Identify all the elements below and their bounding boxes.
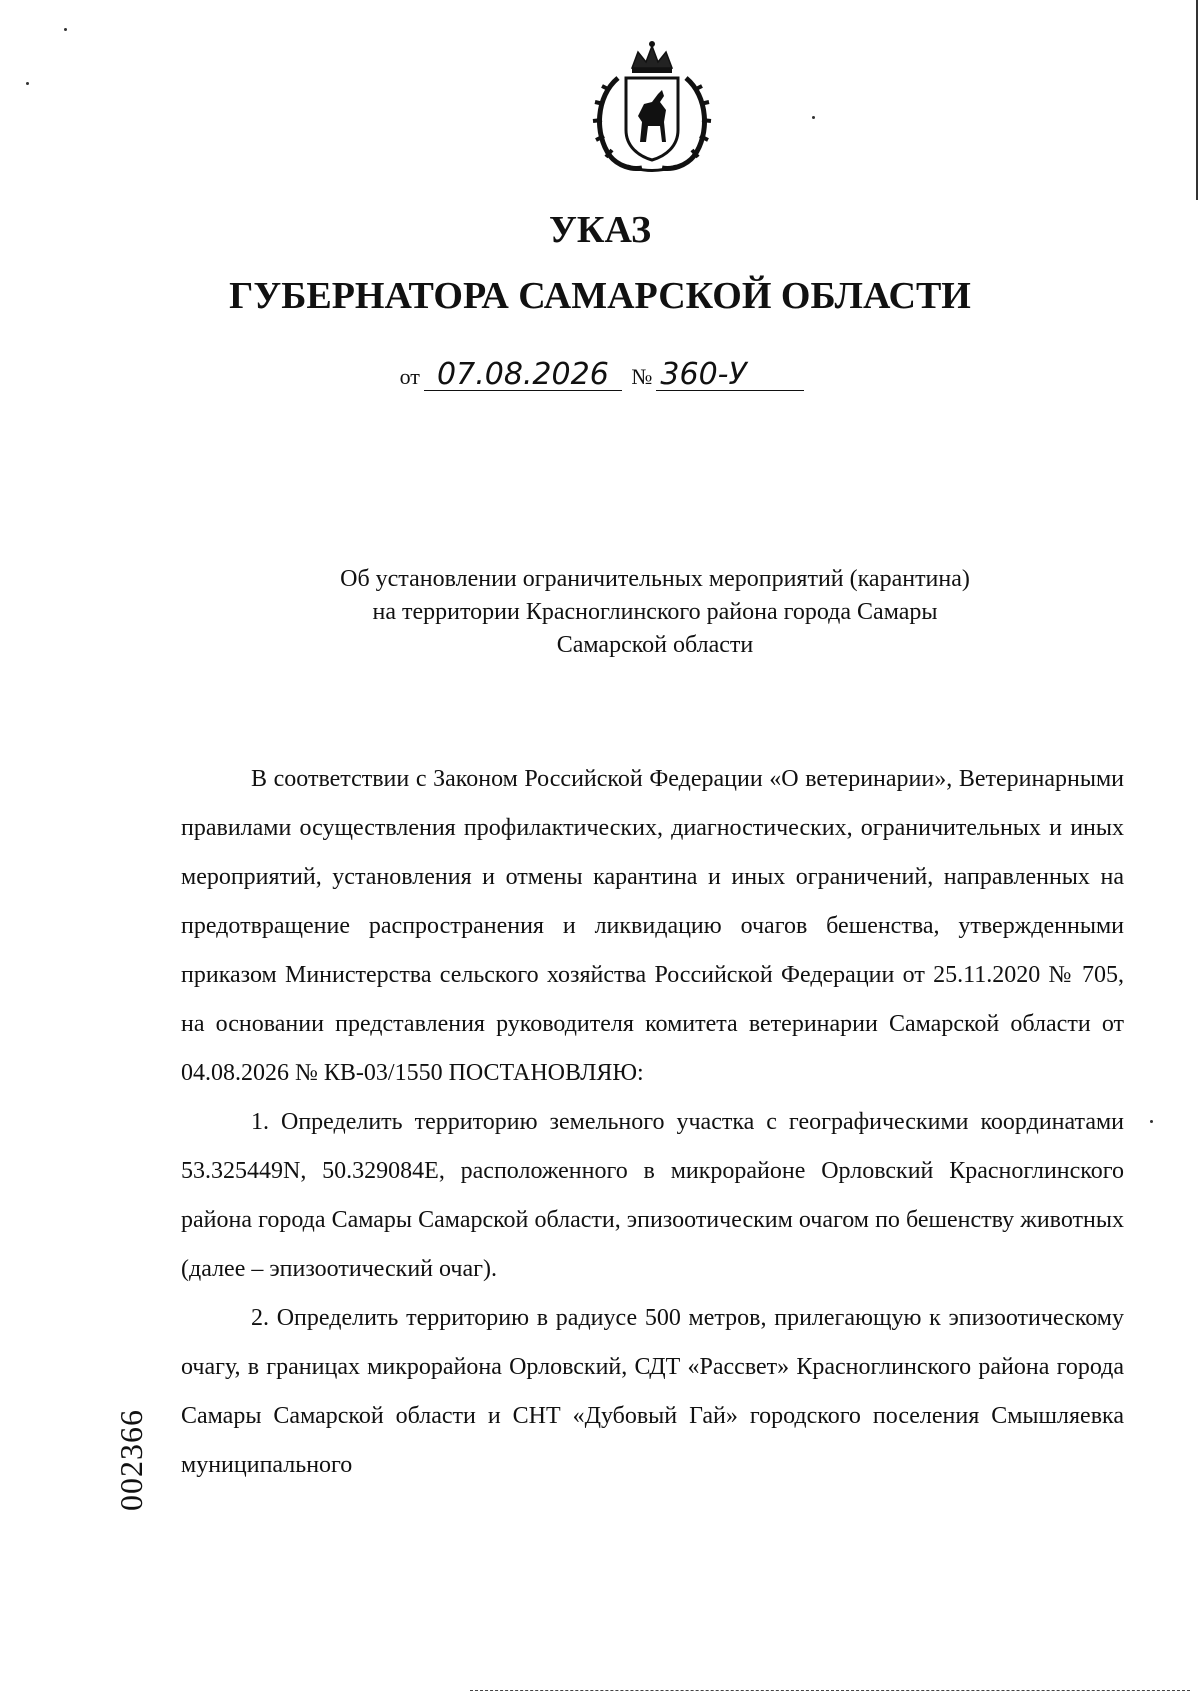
decree-heading (230, 563, 1080, 662)
date-prefix: от (399, 364, 420, 389)
body-paragraph-preamble: В соответствии с Законом Российской Федерации «О ветеринарии», Ветеринарными правилами осуществления профилактических, диагностических, ограничительных и иных мероприятий, установления и отмены карантина и иных ограничений, направленных на предотвращение распространения и ликвидацию очагов бешенства, утвержденными приказом Министерства сельского хозяйства Российской Федерации от 25.11.2020 № 705, на основании представления руководителя комитета ветеринарии Самарской области от 04.08.2026 № КВ-03/1550 ПОСТАНОВЛЯЮ: (181, 766, 1124, 1086)
number-prefix: № (631, 364, 653, 389)
decree-body (181, 755, 1124, 1490)
scan-speck (26, 82, 29, 85)
date-number-line (0, 357, 1200, 392)
body-paragraph-1: 1. Определить территорию земельного участка с географическими координатами 53.325449N, 50.329084E, расположенного в микрорайоне Орловский Красноглинского района города Самары Самарской области, эпизоотическим очагом по бешенству животных (далее – эпизоотический очаг). (181, 1109, 1124, 1282)
handwritten-date: 07.08.2026 (424, 360, 622, 391)
bottom-rule (470, 1690, 1190, 1691)
scan-speck (812, 116, 815, 119)
coat-of-arms-icon (588, 38, 716, 174)
document-subtitle: ГУБЕРНАТОРА САМАРСКОЙ ОБЛАСТИ (229, 275, 971, 317)
heading-line: Об установлении ограничительных мероприятий (карантина) (340, 566, 970, 592)
heading-line: на территории Красноглинского района города Самары (372, 599, 938, 625)
scan-speck (1150, 1120, 1153, 1123)
scan-edge-line (1196, 0, 1198, 200)
document-title: УКАЗ (549, 209, 651, 251)
margin-serial-number: 002366 (113, 1409, 149, 1511)
scan-speck (64, 28, 67, 31)
handwritten-number: 360-У (656, 360, 804, 391)
body-paragraph-2: 2. Определить территорию в радиусе 500 метров, прилегающую к эпизоотическому очагу, в границах микрорайона Орловский, СДТ «Рассвет» Красноглинского района города Самары Самарской области и СНТ «Дубовый Гай» городского поселения Смышляевка муниципального (181, 1305, 1124, 1478)
heading-line: Самарской области (556, 632, 754, 658)
